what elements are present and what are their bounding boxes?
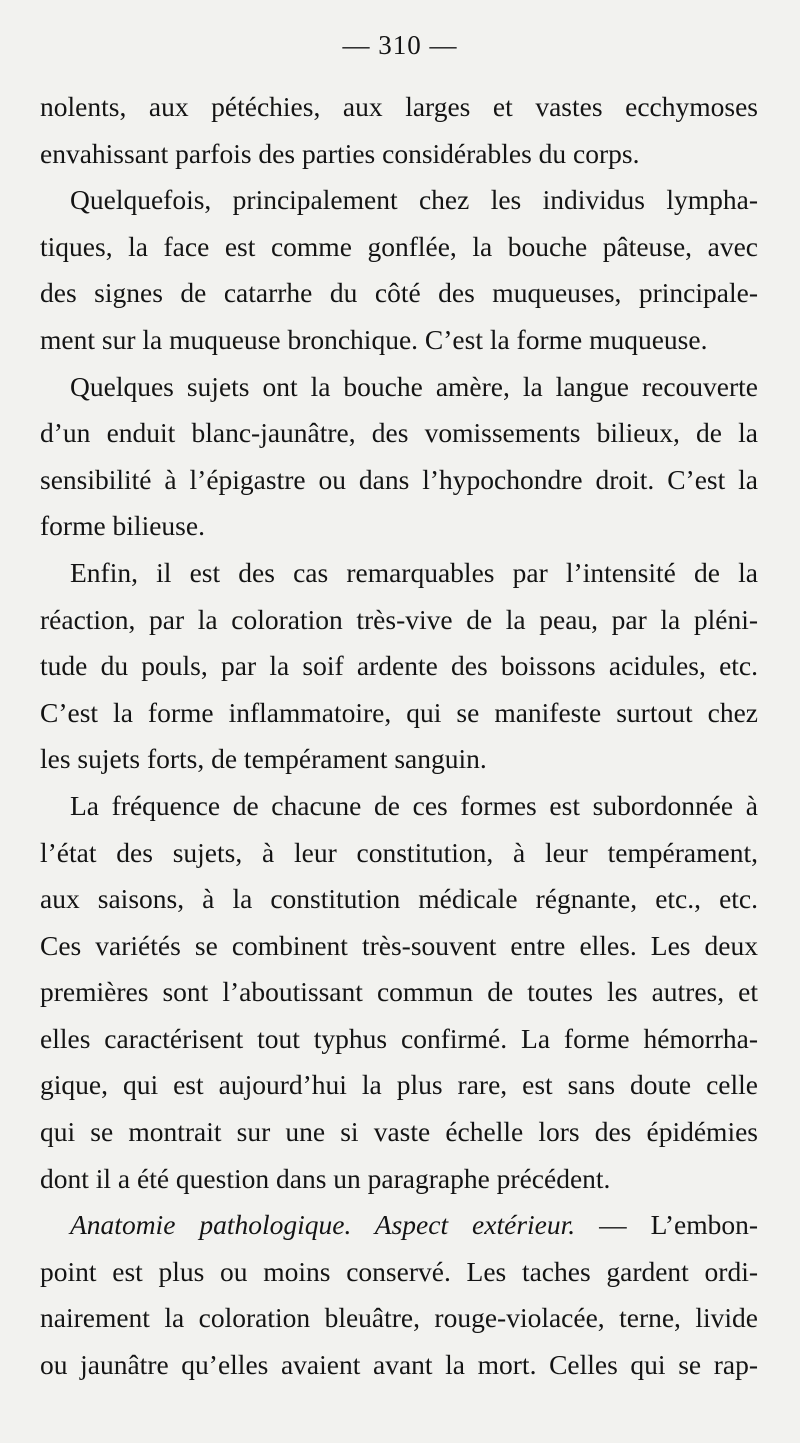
paragraph	[40, 177, 758, 363]
text-line: Enfin, il est des cas remarquables par l’intensité de la	[70, 556, 758, 588]
text-line: qui se montrait sur une si vaste échelle lors des épidémies	[40, 1116, 758, 1148]
text-line: nolents, aux pétéchies, aux larges et vastes ecchymoses	[40, 91, 758, 122]
text-line: elles caractérisent tout typhus confirmé. La forme hémorrha-	[40, 1022, 758, 1054]
heading-continuation: — L’embon-	[575, 1209, 758, 1241]
text-line: aux saisons, à la constitution médicale régnante, etc., etc.	[40, 883, 758, 915]
text-line: ou jaunâtre qu’elles avaient avant la mort. Celles qui se rap-	[40, 1349, 758, 1381]
text-line: Quelquefois, principalement chez les individus lympha-	[70, 184, 758, 216]
text-line: sensibilité à l’épigastre ou dans l’hypochondre droit. C’est la	[40, 463, 758, 495]
text-line: forme bilieuse.	[40, 510, 205, 542]
text-line: envahissant parfois des parties considérables du corps.	[40, 137, 640, 169]
text-line: dont il a été question dans un paragraphe précédent.	[40, 1162, 611, 1194]
text-line	[40, 1202, 758, 1249]
text-line: premières sont l’aboutissant commun de toutes les autres, et	[40, 976, 758, 1008]
page-number: — 310 —	[342, 30, 458, 60]
text-line: des signes de catarrhe du côté des muqueuses, principale-	[40, 277, 758, 309]
text-line: réaction, par la coloration très-vive de la peau, par la pléni-	[40, 603, 758, 635]
section-heading: Anatomie pathologique. Aspect extérieur.	[70, 1209, 576, 1241]
text-line: d’un enduit blanc-jaunâtre, des vomissements bilieux, de la	[40, 417, 758, 449]
text-line: tiques, la face est comme gonflée, la bouche pâteuse, avec	[40, 230, 758, 262]
text-line: les sujets forts, de tempérament sanguin.	[40, 743, 487, 775]
body-text	[40, 84, 758, 1389]
paragraph	[40, 1202, 758, 1388]
text-line: l’état des sujets, à leur constitution, à leur tempérament,	[40, 836, 758, 868]
text-line: ment sur la muqueuse bronchique. C’est la forme muqueuse.	[40, 323, 708, 355]
text-line: gique, qui est aujourd’hui la plus rare, est sans doute celle	[40, 1069, 758, 1101]
text-line: C’est la forme inflammatoire, qui se manifeste surtout chez	[40, 696, 758, 728]
text-line: point est plus ou moins conservé. Les taches gardent ordi-	[40, 1255, 758, 1287]
text-line: nairement la coloration bleuâtre, rouge-violacée, terne, livide	[40, 1302, 758, 1334]
text-line: Quelques sujets ont la bouche amère, la langue recouverte	[70, 370, 758, 402]
text-line: Ces variétés se combinent très-souvent entre elles. Les deux	[40, 929, 758, 961]
text-line: tude du pouls, par la soif ardente des boissons acidules, etc.	[40, 650, 758, 682]
paragraph	[40, 364, 758, 550]
paragraph	[40, 783, 758, 1202]
paragraph	[40, 84, 758, 177]
paragraph	[40, 550, 758, 783]
text-line: La fréquence de chacune de ces formes est subordonnée à	[70, 789, 758, 821]
